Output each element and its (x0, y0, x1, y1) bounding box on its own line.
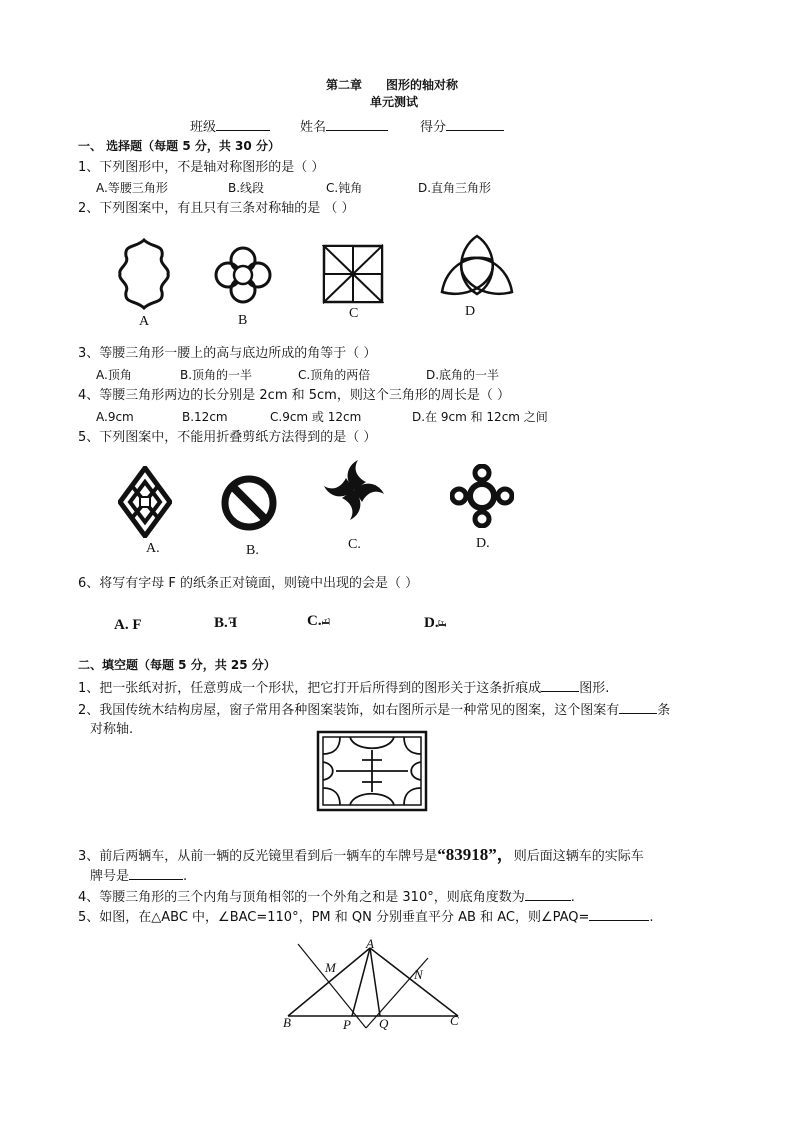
triangle-label-a: A (366, 936, 374, 951)
q6-mirror-f-icon: F (227, 615, 237, 631)
score-label: 得分 (420, 120, 447, 135)
fill-q5: 5、如图，在△ABC 中，∠BAC=110°，PM 和 QN 分别垂直平分 AB 和 AC，则∠PAQ= . (78, 907, 654, 927)
q6-option-d-label: D. (424, 615, 439, 631)
q2-figure-b[interactable] (212, 246, 274, 304)
q3-option-b[interactable]: B.顶角的一半 (180, 368, 253, 382)
chapter-title: 图形的轴对称 (386, 78, 459, 92)
triangle-label-q: Q (379, 1016, 389, 1031)
q6-option-b-label: B. (214, 615, 228, 631)
q3-option-c[interactable]: C.顶角的两倍 (298, 368, 371, 382)
q2-figure-c[interactable] (322, 244, 384, 304)
q4-option-c[interactable]: C.9cm 或 12cm (270, 410, 362, 424)
fill-q1-tail: 图形. (579, 681, 610, 696)
fill-q3-blank[interactable] (129, 866, 183, 880)
score-field[interactable] (420, 117, 504, 137)
fill-q2-line2: 对称轴. (90, 722, 134, 737)
fill-q5-text: 5、如图，在△ABC 中，∠BAC=110°，PM 和 QN 分别垂直平分 AB 和 AC，则∠PAQ= (78, 910, 590, 925)
q2-label-d: D (465, 304, 476, 319)
q5-label-a: A. (146, 541, 160, 556)
window-pattern-figure (316, 730, 428, 812)
triangle-abc-figure (276, 936, 476, 1036)
name-blank[interactable] (326, 117, 388, 131)
fill-q1-text: 1、把一张纸对折，任意剪成一个形状，把它打开后所得到的图形关于这条折痕成 (78, 681, 542, 696)
q5-stem: 5、下列图案中，不能用折叠剪纸方法得到的是（ ） (78, 430, 377, 445)
q1-option-a[interactable]: A.等腰三角形 (96, 181, 168, 195)
q6-rotated-f-icon-d: F (434, 619, 449, 628)
fill-q3-line2-text: 牌号是 (90, 869, 130, 884)
triangle-label-n: N (414, 967, 423, 982)
fill-q4-text: 4、等腰三角形的三个内角与顶角相邻的一个外角之和是 310°，则底角度数为 (78, 890, 525, 905)
q5-label-b: B. (246, 543, 259, 558)
q6-option-d[interactable] (424, 615, 449, 632)
name-field[interactable] (300, 117, 388, 137)
q3-option-d[interactable]: D.底角的一半 (426, 368, 500, 382)
triangle-label-b: B (283, 1015, 291, 1030)
fill-q3-line1 (78, 846, 644, 866)
q2-figure-a[interactable] (116, 238, 172, 310)
class-field[interactable] (190, 117, 270, 137)
score-blank[interactable] (446, 117, 504, 131)
q3-option-a[interactable]: A.顶角 (96, 368, 132, 382)
q6-rotated-f-icon: F (318, 617, 333, 626)
fill-q3-line2: 牌号是 . (90, 866, 187, 886)
q5-figure-b[interactable] (220, 474, 278, 532)
section2-heading: 二、填空题（每题 5 分，共 25 分） (78, 658, 276, 672)
q4-stem: 4、等腰三角形两边的长分别是 2cm 和 5cm，则这个三角形的周长是（ ） (78, 388, 510, 403)
fill-q3-plate: “83918”， (437, 845, 514, 864)
triangle-label-c: C (450, 1013, 459, 1028)
q6-option-a[interactable]: A. F (114, 617, 142, 633)
fill-q3-rest: 则后面这辆车的实际车 (513, 849, 644, 864)
q4-option-a[interactable]: A.9cm (96, 410, 134, 424)
fill-q4-blank[interactable] (525, 887, 571, 901)
fill-q3-text: 3、前后两辆车，从前一辆的反光镜里看到后一辆车的车牌号是 (78, 849, 438, 864)
fill-q4: 4、等腰三角形的三个内角与顶角相邻的一个外角之和是 310°，则底角度数为 . (78, 887, 575, 907)
fill-q5-blank[interactable] (589, 907, 649, 921)
fill-q2-line1 (78, 700, 670, 720)
q2-label-a: A (139, 314, 150, 329)
chapter-label: 第二章 (326, 78, 363, 92)
q1-option-b[interactable]: B.线段 (228, 181, 265, 195)
triangle-label-m: M (325, 960, 336, 975)
q3-stem: 3、等腰三角形一腰上的高与底边所成的角等于（ ） (78, 346, 377, 361)
q5-figure-d[interactable] (450, 464, 514, 528)
q5-label-d: D. (476, 536, 490, 551)
fill-q2-text: 2、我国传统木结构房屋，窗子常用各种图案装饰，如右图所示是一种常见的图案，这个图案有 (78, 703, 620, 718)
q5-label-c: C. (348, 537, 361, 552)
q1-option-c[interactable]: C.钝角 (326, 181, 363, 195)
test-subtitle: 单元测试 (370, 95, 419, 109)
q6-option-c-label: C. (307, 613, 322, 629)
q6-option-c[interactable] (307, 613, 333, 630)
q2-label-b: B (238, 313, 248, 328)
q5-figure-c[interactable] (322, 458, 386, 522)
class-blank[interactable] (216, 117, 270, 131)
fill-q2-blank[interactable] (619, 700, 657, 714)
q2-label-c: C (349, 306, 359, 321)
triangle-label-p: P (343, 1017, 351, 1032)
q2-figure-d[interactable] (436, 232, 518, 300)
fill-q1 (78, 678, 609, 698)
q2-stem: 2、下列图案中，有且只有三条对称轴的是 （ ） (78, 201, 355, 216)
q5-figure-a[interactable] (118, 466, 172, 538)
q1-option-d[interactable]: D.直角三角形 (418, 181, 492, 195)
q6-stem: 6、将写有字母 F 的纸条正对镜面，则镜中出现的会是（ ） (78, 576, 419, 591)
class-label: 班级 (190, 120, 217, 135)
fill-q2-tail: 条 (657, 703, 671, 718)
section1-heading: 一、 选择题（每题 5 分，共 30 分） (78, 139, 280, 153)
name-label: 姓名 (300, 120, 327, 135)
q6-option-b[interactable] (214, 615, 237, 632)
q1-stem: 1、下列图形中，不是轴对称图形的是（ ） (78, 160, 325, 175)
q4-option-b[interactable]: B.12cm (182, 410, 228, 424)
q4-option-d[interactable]: D.在 9cm 和 12cm 之间 (412, 410, 548, 424)
fill-q1-blank[interactable] (541, 678, 579, 692)
